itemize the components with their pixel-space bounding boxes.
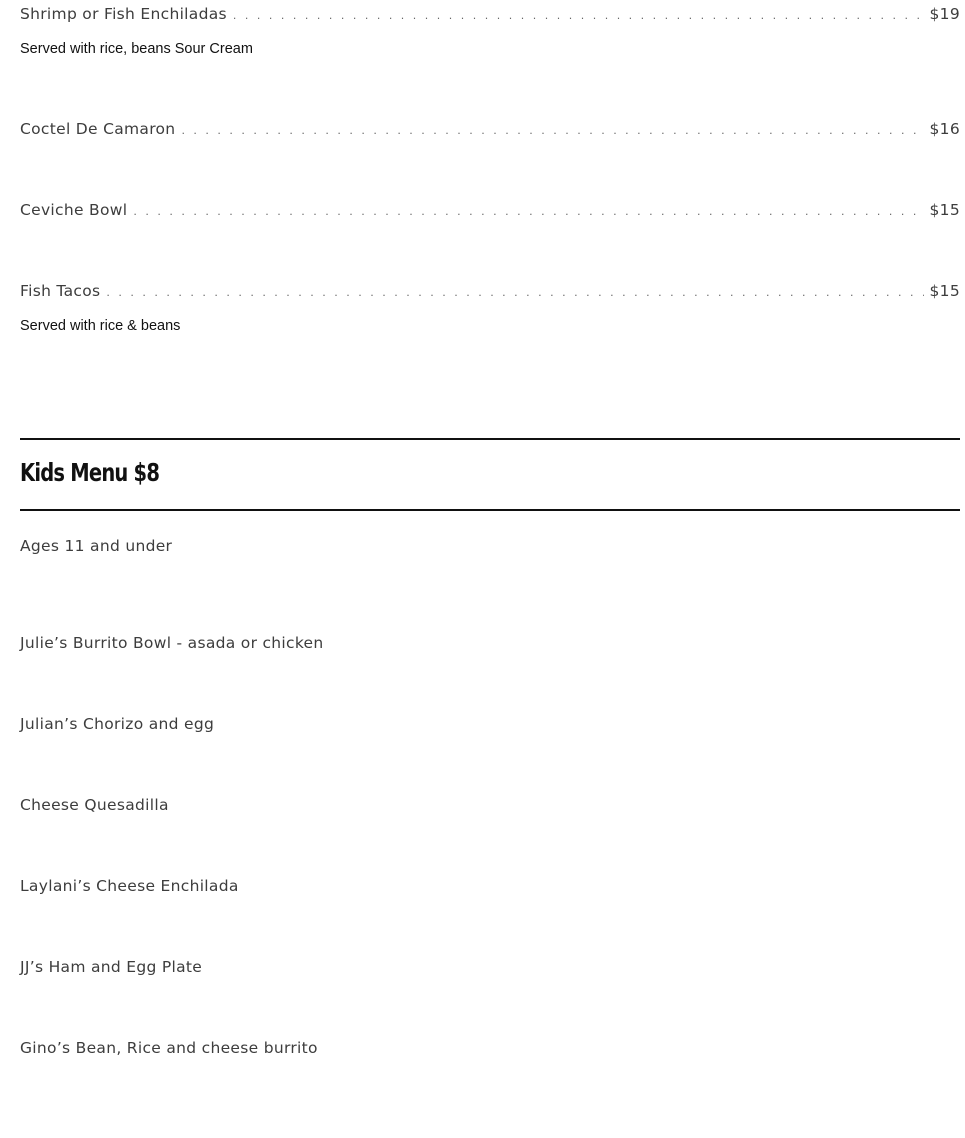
menu-item-price: $16	[929, 120, 960, 138]
kids-menu-title: Kids Menu $8	[20, 458, 160, 487]
menu-item-name: Fish Tacos	[20, 282, 101, 300]
menu-item-ceviche-bowl	[20, 200, 960, 220]
kids-menu-item: Julian’s Chorizo and egg	[20, 715, 215, 733]
menu-item-name: Ceviche Bowl	[20, 201, 128, 219]
menu-item-description: Served with rice & beans	[20, 318, 181, 334]
kids-menu-item: Julie’s Burrito Bowl - asada or chicken	[20, 634, 324, 652]
menu-item-fish-tacos	[20, 281, 960, 335]
dot-leader	[106, 283, 923, 303]
kids-menu-item: Laylani’s Cheese Enchilada	[20, 877, 239, 895]
menu-item-price: $15	[929, 201, 960, 219]
menu-item-price: $15	[929, 282, 960, 300]
menu-item-name: Coctel De Camaron	[20, 120, 176, 138]
menu-item-shrimp-fish-enchiladas	[20, 4, 960, 58]
menu-item-row	[20, 200, 960, 220]
menu-item-row	[20, 281, 960, 301]
kids-menu-subtitle: Ages 11 and under	[20, 537, 173, 555]
section-divider-top	[20, 438, 960, 440]
dot-leader	[133, 202, 923, 222]
menu-item-description: Served with rice, beans Sour Cream	[20, 41, 253, 57]
dot-leader	[233, 6, 924, 26]
menu-item-coctel-de-camaron	[20, 119, 960, 139]
menu-item-name: Shrimp or Fish Enchiladas	[20, 5, 227, 23]
menu-item-row	[20, 119, 960, 139]
kids-menu-item: Cheese Quesadilla	[20, 796, 169, 814]
dot-leader	[181, 121, 923, 141]
menu-item-price: $19	[929, 5, 960, 23]
menu-item-row	[20, 4, 960, 24]
kids-menu-item: Gino’s Bean, Rice and cheese burrito	[20, 1039, 318, 1057]
kids-menu-item: JJ’s Ham and Egg Plate	[20, 958, 203, 976]
section-divider-bottom	[20, 509, 960, 511]
